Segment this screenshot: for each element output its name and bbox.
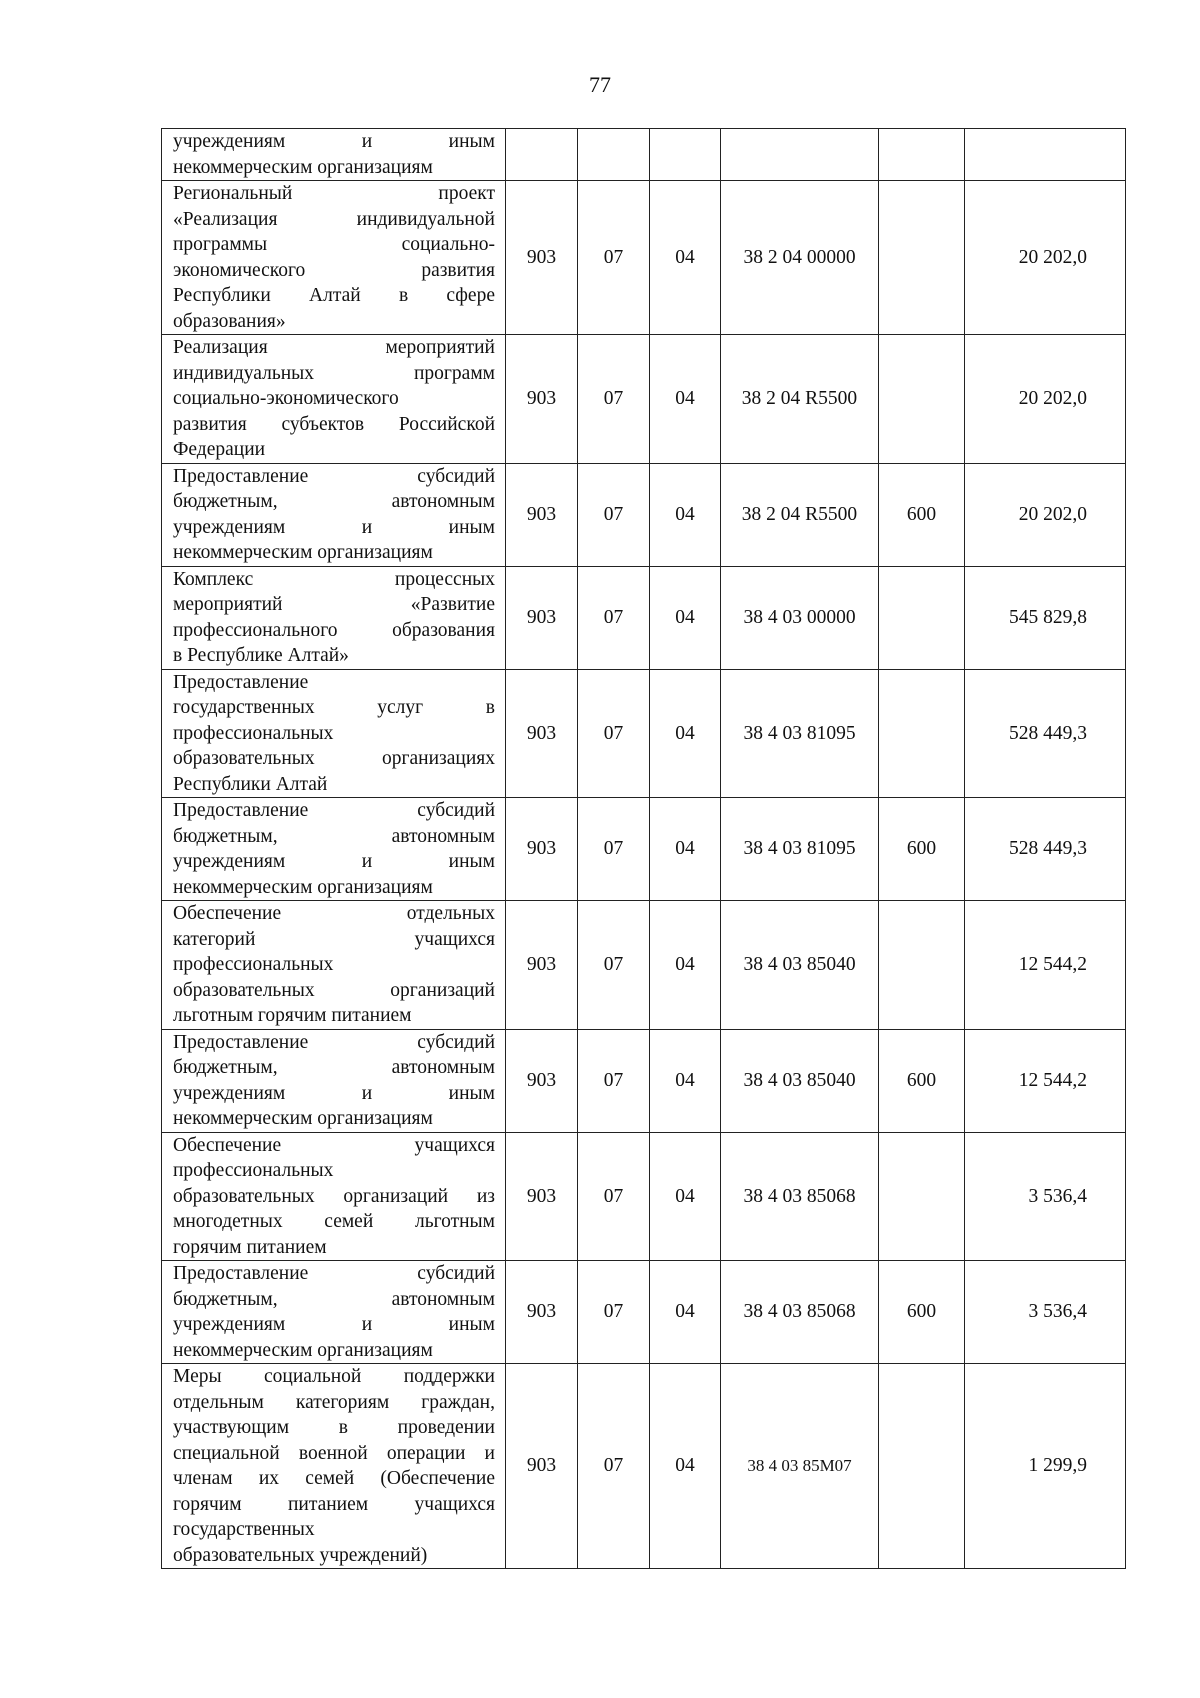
name-line: Предоставление субсидий xyxy=(173,1263,495,1284)
row-name xyxy=(162,1261,506,1364)
name-line: Республики Алтай xyxy=(173,773,328,795)
amount-value: 20 202,0 xyxy=(965,335,1126,464)
name-line: государственных xyxy=(173,1519,315,1540)
row-name xyxy=(162,669,506,798)
name-line: некоммерческим организациям xyxy=(173,876,433,898)
target-article-code: 38 2 04 R5500 xyxy=(721,463,879,566)
name-line: Республики Алтай в сфере xyxy=(173,285,495,306)
name-line: образования» xyxy=(173,310,286,332)
amount-value: 20 202,0 xyxy=(965,181,1126,335)
name-line: Комплекс процессных xyxy=(173,568,495,590)
expense-type-code: 600 xyxy=(879,798,965,901)
name-line: развития субъектов Российской xyxy=(173,413,495,435)
page-number: 77 xyxy=(589,72,611,97)
row-name xyxy=(162,129,506,181)
row-name xyxy=(162,463,506,566)
target-article-code: 38 4 03 85040 xyxy=(721,1029,879,1132)
subsection-code: 04 xyxy=(650,901,721,1030)
name-line: учреждениям и иным xyxy=(173,1082,495,1104)
admin-code: 903 xyxy=(506,1364,578,1569)
name-line: профессиональных xyxy=(173,722,334,744)
subsection-code: 04 xyxy=(650,798,721,901)
section-code: 07 xyxy=(578,1261,650,1364)
name-line: некоммерческим организациям xyxy=(173,1108,433,1129)
amount-value: 1 299,9 xyxy=(965,1364,1126,1569)
subsection-code: 04 xyxy=(650,1132,721,1261)
row-name xyxy=(162,798,506,901)
admin-code: 903 xyxy=(506,181,578,335)
amount-value: 3 536,4 xyxy=(965,1261,1126,1364)
table-row xyxy=(162,1364,1126,1569)
target-article-code: 38 2 04 00000 xyxy=(721,181,879,335)
expense-type-code xyxy=(879,669,965,798)
name-line: учреждениям и иным xyxy=(173,1314,495,1335)
table-row xyxy=(162,1261,1126,1364)
name-line: в Республике Алтай» xyxy=(173,645,349,666)
subsection-code: 04 xyxy=(650,1261,721,1364)
name-line: образовательных организаций xyxy=(173,979,495,1001)
admin-code: 903 xyxy=(506,1261,578,1364)
budget-table xyxy=(161,128,1126,1569)
name-line: учреждениям и иным xyxy=(173,851,495,872)
admin-code: 903 xyxy=(506,901,578,1030)
expense-type-code xyxy=(879,335,965,464)
section-code xyxy=(578,129,650,181)
name-line: отдельным категориям граждан, xyxy=(173,1391,495,1413)
name-line: учреждениям и иным xyxy=(173,131,495,152)
section-code: 07 xyxy=(578,181,650,335)
section-code: 07 xyxy=(578,335,650,464)
row-name xyxy=(162,1132,506,1261)
admin-code: 903 xyxy=(506,798,578,901)
expense-type-code: 600 xyxy=(879,1261,965,1364)
section-code: 07 xyxy=(578,1029,650,1132)
expense-type-code: 600 xyxy=(879,1029,965,1132)
name-line: индивидуальных программ xyxy=(173,362,495,384)
name-line: некоммерческим организациям xyxy=(173,156,433,178)
name-line: Предоставление субсидий xyxy=(173,465,495,487)
expense-type-code: 600 xyxy=(879,463,965,566)
section-code: 07 xyxy=(578,669,650,798)
subsection-code: 04 xyxy=(650,1364,721,1569)
target-article-code xyxy=(721,129,879,181)
table-row xyxy=(162,181,1126,335)
name-line: горячим питанием учащихся xyxy=(173,1493,495,1515)
name-line: мероприятий «Развитие xyxy=(173,594,495,615)
name-line: профессиональных xyxy=(173,1160,334,1181)
admin-code: 903 xyxy=(506,335,578,464)
expense-type-code xyxy=(879,129,965,181)
name-line: образовательных учреждений) xyxy=(173,1544,428,1566)
name-line: Реализация мероприятий xyxy=(173,337,495,358)
amount-value: 12 544,2 xyxy=(965,901,1126,1030)
name-line: социально-экономического xyxy=(173,388,399,409)
table-row xyxy=(162,335,1126,464)
section-code: 07 xyxy=(578,566,650,669)
subsection-code: 04 xyxy=(650,1029,721,1132)
name-line: членам их семей (Обеспечение xyxy=(173,1468,495,1489)
target-article-code: 38 4 03 85М07 xyxy=(721,1364,879,1569)
name-line: горячим питанием xyxy=(173,1236,327,1258)
name-line: Федерации xyxy=(173,439,266,460)
name-line: Обеспечение учащихся xyxy=(173,1134,495,1156)
amount-value xyxy=(965,129,1126,181)
amount-value: 20 202,0 xyxy=(965,463,1126,566)
name-line: Региональный проект xyxy=(173,183,495,204)
section-code: 07 xyxy=(578,1132,650,1261)
row-name xyxy=(162,566,506,669)
name-line: образовательных организаций из xyxy=(173,1185,495,1207)
row-name xyxy=(162,335,506,464)
subsection-code: 04 xyxy=(650,335,721,464)
name-line: бюджетным, автономным xyxy=(173,1288,495,1310)
subsection-code xyxy=(650,129,721,181)
table-row xyxy=(162,1132,1126,1261)
name-line: Предоставление субсидий xyxy=(173,1031,495,1053)
amount-value: 528 449,3 xyxy=(965,798,1126,901)
name-line: Меры социальной поддержки xyxy=(173,1366,495,1387)
table-row xyxy=(162,798,1126,901)
name-line: образовательных организациях xyxy=(173,748,495,769)
name-line: бюджетным, автономным xyxy=(173,491,495,512)
table-row xyxy=(162,669,1126,798)
table-row xyxy=(162,129,1126,181)
expense-type-code xyxy=(879,566,965,669)
name-line: льготным горячим питанием xyxy=(173,1005,412,1026)
admin-code: 903 xyxy=(506,1132,578,1261)
subsection-code: 04 xyxy=(650,463,721,566)
admin-code: 903 xyxy=(506,669,578,798)
section-code: 07 xyxy=(578,901,650,1030)
name-line: учреждениям и иным xyxy=(173,516,495,538)
table-row xyxy=(162,901,1126,1030)
target-article-code: 38 4 03 81095 xyxy=(721,798,879,901)
section-code: 07 xyxy=(578,463,650,566)
name-line: Обеспечение отдельных xyxy=(173,903,495,924)
admin-code xyxy=(506,129,578,181)
amount-value: 528 449,3 xyxy=(965,669,1126,798)
admin-code: 903 xyxy=(506,463,578,566)
target-article-code: 38 4 03 85068 xyxy=(721,1132,879,1261)
admin-code: 903 xyxy=(506,1029,578,1132)
name-line: многодетных семей льготным xyxy=(173,1211,495,1232)
budget-table-body xyxy=(162,129,1126,1569)
amount-value: 12 544,2 xyxy=(965,1029,1126,1132)
name-line: бюджетным, автономным xyxy=(173,825,495,847)
section-code: 07 xyxy=(578,1364,650,1569)
section-code: 07 xyxy=(578,798,650,901)
subsection-code: 04 xyxy=(650,566,721,669)
target-article-code: 38 4 03 85040 xyxy=(721,901,879,1030)
admin-code: 903 xyxy=(506,566,578,669)
amount-value: 3 536,4 xyxy=(965,1132,1126,1261)
amount-value: 545 829,8 xyxy=(965,566,1126,669)
expense-type-code xyxy=(879,181,965,335)
row-name xyxy=(162,1364,506,1569)
target-article-code: 38 2 04 R5500 xyxy=(721,335,879,464)
name-line: программы социально- xyxy=(173,234,495,255)
name-line: специальной военной операции и xyxy=(173,1442,495,1464)
row-name xyxy=(162,1029,506,1132)
expense-type-code xyxy=(879,901,965,1030)
table-row xyxy=(162,463,1126,566)
target-article-code: 38 4 03 81095 xyxy=(721,669,879,798)
subsection-code: 04 xyxy=(650,669,721,798)
expense-type-code xyxy=(879,1364,965,1569)
name-line: некоммерческим организациям xyxy=(173,1339,433,1361)
name-line: «Реализация индивидуальной xyxy=(173,208,495,230)
row-name xyxy=(162,181,506,335)
name-line: Предоставление субсидий xyxy=(173,800,495,821)
name-line: профессиональных xyxy=(173,954,334,975)
expense-type-code xyxy=(879,1132,965,1261)
table-row xyxy=(162,566,1126,669)
name-line: экономического развития xyxy=(173,259,495,281)
name-line: участвующим в проведении xyxy=(173,1417,495,1438)
subsection-code: 04 xyxy=(650,181,721,335)
table-row xyxy=(162,1029,1126,1132)
name-line: Предоставление xyxy=(173,671,309,693)
row-name xyxy=(162,901,506,1030)
target-article-code: 38 4 03 85068 xyxy=(721,1261,879,1364)
name-line: государственных услуг в xyxy=(173,697,495,718)
name-line: некоммерческим организациям xyxy=(173,542,433,563)
name-line: категорий учащихся xyxy=(173,928,495,950)
target-article-code: 38 4 03 00000 xyxy=(721,566,879,669)
name-line: бюджетным, автономным xyxy=(173,1057,495,1078)
name-line: профессионального образования xyxy=(173,619,495,641)
